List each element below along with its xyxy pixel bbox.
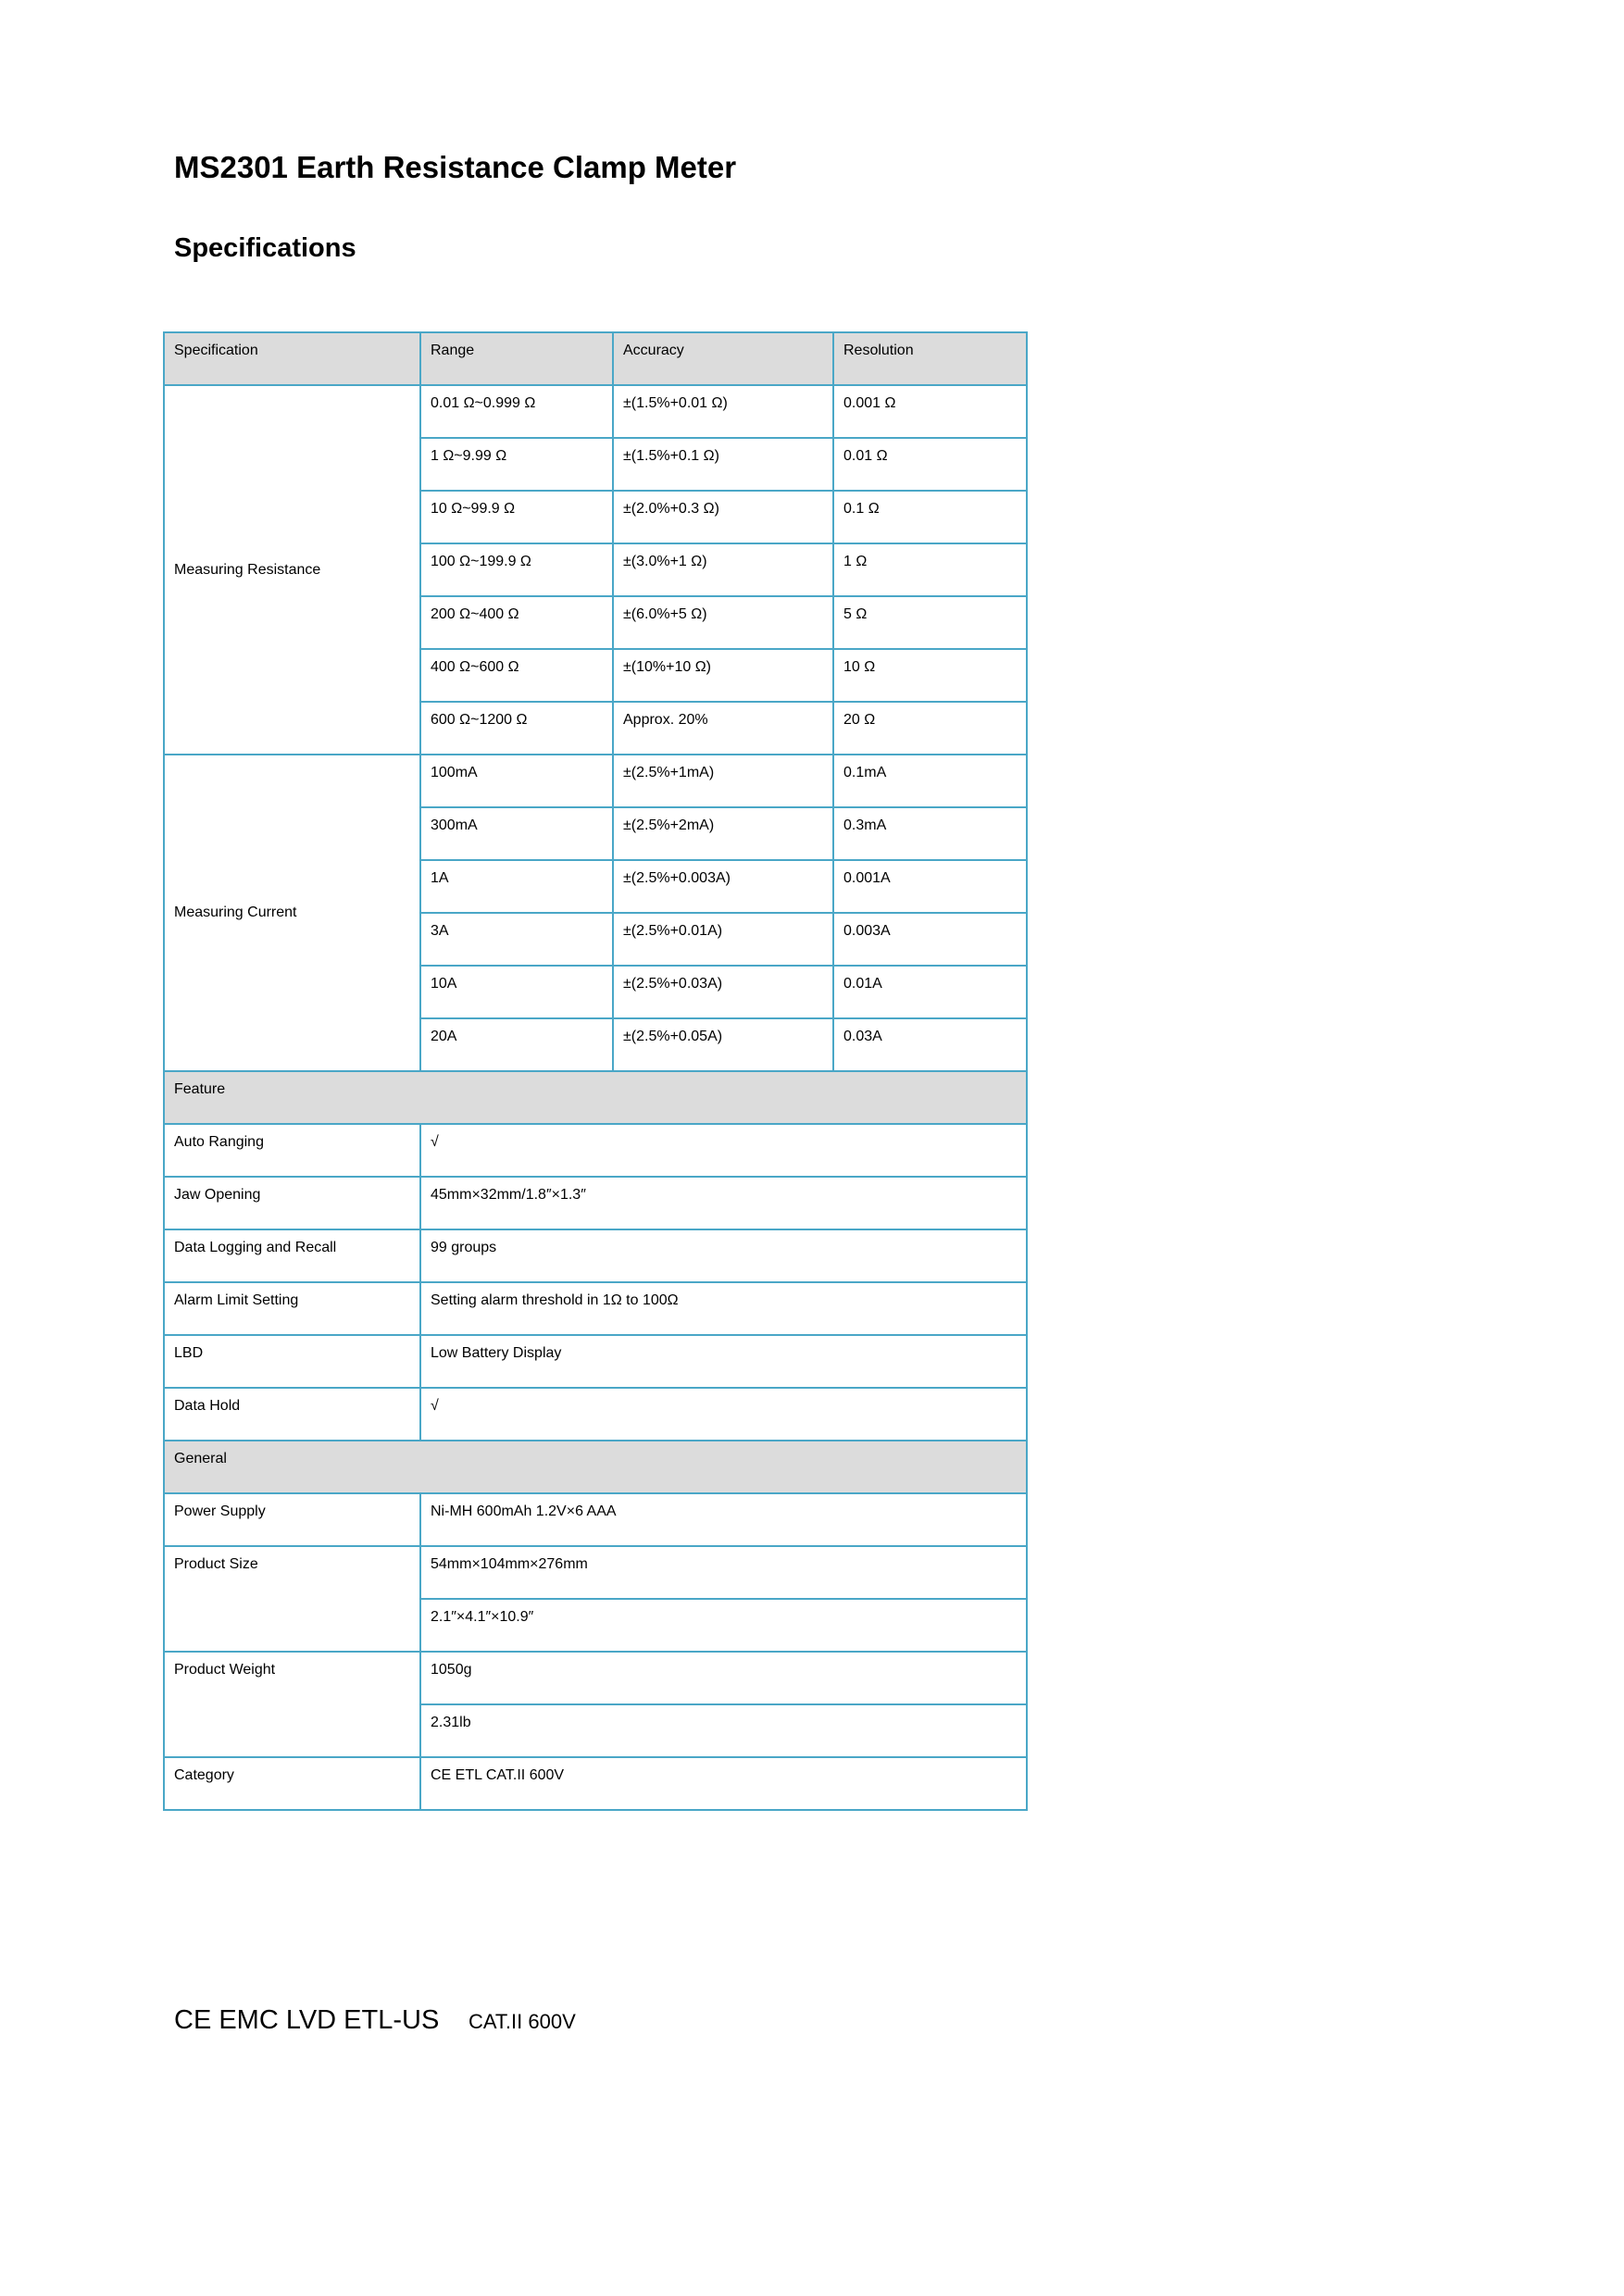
certification-marks: CE EMC LVD ETL-US: [174, 2005, 440, 2035]
accuracy-cell: ±(2.0%+0.3 Ω): [613, 491, 833, 543]
resolution-cell: 0.03A: [833, 1018, 1027, 1071]
category-rating: CAT.II 600V: [468, 2010, 576, 2033]
accuracy-cell: Approx. 20%: [613, 702, 833, 755]
table-row: [164, 1177, 1027, 1229]
accuracy-cell: ±(2.5%+2mA): [613, 807, 833, 860]
accuracy-cell: ±(10%+10 Ω): [613, 649, 833, 702]
range-cell: 400 Ω~600 Ω: [420, 649, 613, 702]
range-cell: 1 Ω~9.99 Ω: [420, 438, 613, 491]
table-row: [164, 1335, 1027, 1388]
section-header-row: [164, 1441, 1027, 1493]
feature-name-cell: Data Logging and Recall: [164, 1229, 420, 1282]
table-row: [164, 1388, 1027, 1441]
feature-value-cell: Setting alarm threshold in 1Ω to 100Ω: [420, 1282, 1027, 1335]
range-cell: 1A: [420, 860, 613, 913]
resolution-cell: 0.1 Ω: [833, 491, 1027, 543]
resolution-cell: 0.3mA: [833, 807, 1027, 860]
range-cell: 20A: [420, 1018, 613, 1071]
table-row: [164, 1493, 1027, 1546]
feature-name-cell: Alarm Limit Setting: [164, 1282, 420, 1335]
table-row: [164, 1652, 1027, 1704]
feature-value-cell: √: [420, 1388, 1027, 1441]
accuracy-cell: ±(1.5%+0.1 Ω): [613, 438, 833, 491]
resolution-cell: 1 Ω: [833, 543, 1027, 596]
accuracy-cell: ±(2.5%+0.03A): [613, 966, 833, 1018]
resolution-cell: 20 Ω: [833, 702, 1027, 755]
resolution-cell: 0.003A: [833, 913, 1027, 966]
table-row: [164, 1229, 1027, 1282]
row-group-label: Measuring Current: [164, 755, 420, 1071]
general-value-cell: Ni-MH 600mAh 1.2V×6 AAA: [420, 1493, 1027, 1546]
range-cell: 300mA: [420, 807, 613, 860]
general-name-cell: Category: [164, 1757, 420, 1810]
resolution-cell: 0.001A: [833, 860, 1027, 913]
resolution-cell: 0.1mA: [833, 755, 1027, 807]
feature-value-cell: 99 groups: [420, 1229, 1027, 1282]
general-value-cell: 2.1″×4.1″×10.9″: [420, 1599, 1027, 1652]
accuracy-cell: ±(2.5%+1mA): [613, 755, 833, 807]
feature-value-cell: 45mm×32mm/1.8″×1.3″: [420, 1177, 1027, 1229]
table-row: [164, 1124, 1027, 1177]
general-name-cell: Product Weight: [164, 1652, 420, 1757]
table-row: [164, 1757, 1027, 1810]
header-cell: Specification: [164, 332, 420, 385]
feature-value-cell: √: [420, 1124, 1027, 1177]
specifications-table: [163, 331, 1028, 1811]
feature-name-cell: LBD: [164, 1335, 420, 1388]
section-label-feature: Feature: [164, 1071, 1027, 1124]
range-cell: 100 Ω~199.9 Ω: [420, 543, 613, 596]
resolution-cell: 5 Ω: [833, 596, 1027, 649]
range-cell: 0.01 Ω~0.999 Ω: [420, 385, 613, 438]
range-cell: 200 Ω~400 Ω: [420, 596, 613, 649]
table-row: [164, 755, 1027, 807]
range-cell: 10 Ω~99.9 Ω: [420, 491, 613, 543]
table-row: [164, 385, 1027, 438]
header-cell: Range: [420, 332, 613, 385]
feature-value-cell: Low Battery Display: [420, 1335, 1027, 1388]
accuracy-cell: ±(1.5%+0.01 Ω): [613, 385, 833, 438]
table-header-row: [164, 332, 1027, 385]
feature-name-cell: Data Hold: [164, 1388, 420, 1441]
general-value-cell: 2.31lb: [420, 1704, 1027, 1757]
resolution-cell: 0.001 Ω: [833, 385, 1027, 438]
section-label-general: General: [164, 1441, 1027, 1493]
row-group-label: Measuring Resistance: [164, 385, 420, 755]
range-cell: 100mA: [420, 755, 613, 807]
accuracy-cell: ±(6.0%+5 Ω): [613, 596, 833, 649]
range-cell: 10A: [420, 966, 613, 1018]
table-row: [164, 1282, 1027, 1335]
section-header-row: [164, 1071, 1027, 1124]
resolution-cell: 0.01A: [833, 966, 1027, 1018]
document-title: MS2301 Earth Resistance Clamp Meter: [174, 150, 737, 184]
header-cell: Resolution: [833, 332, 1027, 385]
accuracy-cell: ±(2.5%+0.01A): [613, 913, 833, 966]
accuracy-cell: ±(2.5%+0.05A): [613, 1018, 833, 1071]
general-value-cell: 1050g: [420, 1652, 1027, 1704]
resolution-cell: 0.01 Ω: [833, 438, 1027, 491]
general-value-cell: CE ETL CAT.II 600V: [420, 1757, 1027, 1810]
table-row: [164, 1546, 1027, 1599]
general-name-cell: Product Size: [164, 1546, 420, 1652]
feature-name-cell: Jaw Opening: [164, 1177, 420, 1229]
accuracy-cell: ±(2.5%+0.003A): [613, 860, 833, 913]
resolution-cell: 10 Ω: [833, 649, 1027, 702]
feature-name-cell: Auto Ranging: [164, 1124, 420, 1177]
section-heading: Specifications: [174, 233, 356, 263]
header-cell: Accuracy: [613, 332, 833, 385]
range-cell: 600 Ω~1200 Ω: [420, 702, 613, 755]
general-name-cell: Power Supply: [164, 1493, 420, 1546]
accuracy-cell: ±(3.0%+1 Ω): [613, 543, 833, 596]
range-cell: 3A: [420, 913, 613, 966]
general-value-cell: 54mm×104mm×276mm: [420, 1546, 1027, 1599]
